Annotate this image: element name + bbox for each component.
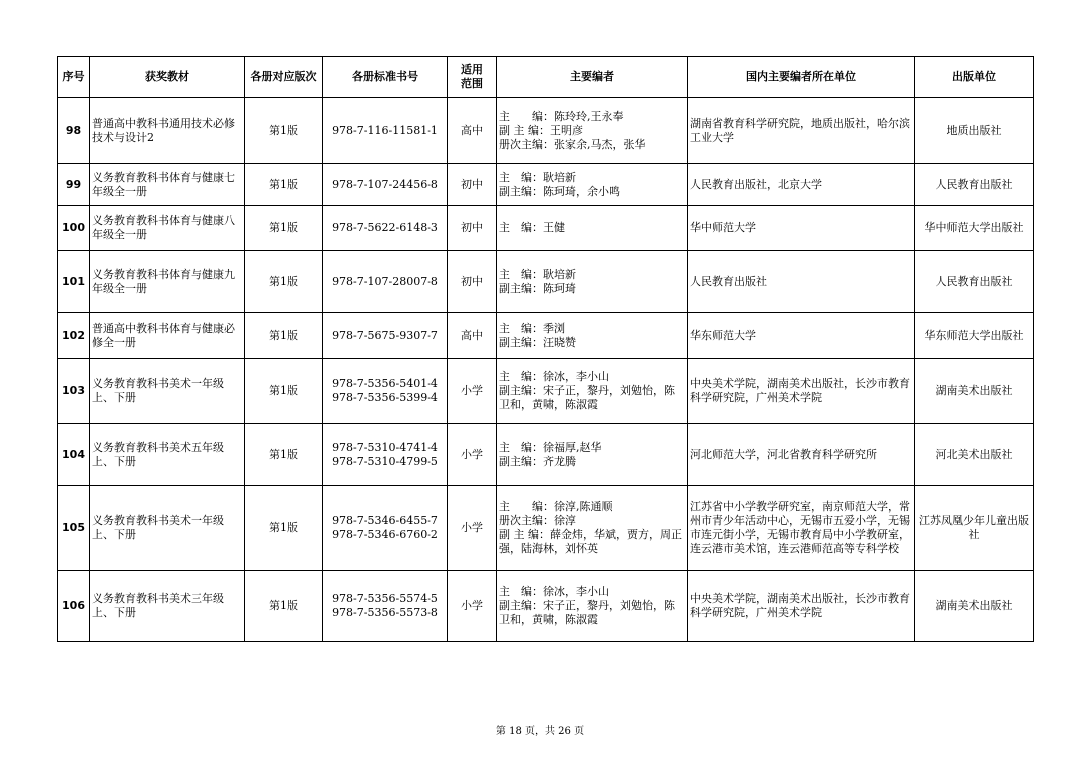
publisher xyxy=(915,359,1034,424)
textbook-title-text: 义务教育教科书体育与健康九年级全一册 xyxy=(92,267,235,295)
scope-text: 小学 xyxy=(461,384,483,397)
editor-line: 副主编：宋子正，黎丹，刘勉怡，陈卫和，黄啸，陈淑霞 xyxy=(499,599,675,626)
editor-line: 主 编：徐冰，李小山 xyxy=(499,585,609,598)
scope-text: 初中 xyxy=(461,221,483,234)
isbn-text: 978-7-5356-5574-5 xyxy=(332,592,438,605)
scope-text: 初中 xyxy=(461,274,483,288)
editors xyxy=(497,359,688,424)
editor-units xyxy=(688,424,915,486)
editors xyxy=(497,206,688,251)
publisher xyxy=(915,424,1034,486)
row-number-text: 99 xyxy=(65,177,82,191)
table-row xyxy=(58,571,1034,642)
scope-text: 小学 xyxy=(461,521,483,534)
isbn-text: 978-7-5622-6148-3 xyxy=(332,221,438,234)
isbn xyxy=(323,98,448,164)
header-editors: 主要编者 xyxy=(497,57,688,98)
publisher-text: 湖南美术出版社 xyxy=(935,384,1013,397)
publisher-text: 河北美术出版社 xyxy=(935,447,1013,461)
row-number-text: 106 xyxy=(62,599,85,612)
textbook-title xyxy=(90,359,245,424)
scope-text: 小学 xyxy=(461,447,483,461)
publisher-text: 湖南美术出版社 xyxy=(935,599,1013,612)
isbn-text: 978-7-107-24456-8 xyxy=(332,177,438,191)
isbn xyxy=(323,206,448,251)
editor-line: 副主编：汪晓赞 xyxy=(499,335,576,349)
edition xyxy=(245,164,323,206)
scope-text: 高中 xyxy=(461,123,483,137)
edition xyxy=(245,98,323,164)
editor-units-text: 华东师范大学 xyxy=(690,328,756,342)
isbn xyxy=(323,251,448,313)
editor-line: 主 编：季浏 xyxy=(499,321,565,335)
isbn xyxy=(323,164,448,206)
row-number-text: 101 xyxy=(62,274,85,288)
publisher xyxy=(915,98,1034,164)
editor-line: 主 编：徐福厚,赵华 xyxy=(499,440,602,454)
editor-line: 副 主 编：薛金炜，华斌，贾方，周正强，陆海林，刘怀英 xyxy=(499,528,682,555)
table-row xyxy=(58,251,1034,313)
scope xyxy=(448,98,497,164)
editors xyxy=(497,164,688,206)
isbn-text: 978-7-5346-6760-2 xyxy=(332,528,438,541)
edition xyxy=(245,359,323,424)
editor-units xyxy=(688,359,915,424)
row-number xyxy=(58,313,90,359)
row-number xyxy=(58,251,90,313)
textbook-title-text: 普通高中教科书通用技术必修技术与设计2 xyxy=(92,116,235,144)
publisher-text: 华中师范大学出版社 xyxy=(924,221,1024,234)
editor-units xyxy=(688,571,915,642)
textbook-title-text: 义务教育教科书体育与健康七年级全一册 xyxy=(92,170,235,198)
award-textbook-table xyxy=(57,56,1034,642)
edition xyxy=(245,206,323,251)
edition-text: 第1版 xyxy=(269,328,298,342)
textbook-title xyxy=(90,486,245,571)
header-scope: 适用范围 xyxy=(448,57,497,98)
edition-text: 第1版 xyxy=(269,221,298,234)
textbook-title-text: 义务教育教科书美术三年级上、下册 xyxy=(92,592,224,619)
editor-line: 副 主 编：王明彦 xyxy=(499,123,583,137)
edition xyxy=(245,486,323,571)
edition-text: 第1版 xyxy=(269,177,298,191)
textbook-title xyxy=(90,313,245,359)
row-number-text: 98 xyxy=(65,123,82,137)
editors xyxy=(497,424,688,486)
publisher xyxy=(915,251,1034,313)
editor-units-text: 华中师范大学 xyxy=(690,221,756,234)
publisher-text: 人民教育出版社 xyxy=(935,274,1013,288)
row-number-text: 105 xyxy=(62,521,85,534)
editor-line: 副主编：陈珂琦，余小鸣 xyxy=(499,184,620,198)
scope xyxy=(448,164,497,206)
publisher xyxy=(915,571,1034,642)
editor-units-text: 河北师范大学，河北省教育科学研究所 xyxy=(690,447,877,461)
isbn-text: 978-7-5356-5401-4 xyxy=(332,377,438,390)
editors xyxy=(497,98,688,164)
edition-text: 第1版 xyxy=(269,123,298,137)
editor-line: 副主编：齐龙腾 xyxy=(499,454,576,468)
isbn-text: 978-7-5356-5399-4 xyxy=(332,391,438,404)
editor-line: 主 编：耿培新 xyxy=(499,170,576,184)
row-number xyxy=(58,98,90,164)
table-row xyxy=(58,164,1034,206)
table-row xyxy=(58,313,1034,359)
publisher xyxy=(915,206,1034,251)
table-row xyxy=(58,486,1034,571)
isbn-text: 978-7-5356-5573-8 xyxy=(332,606,438,619)
textbook-title-text: 义务教育教科书美术一年级上、下册 xyxy=(92,514,224,541)
isbn xyxy=(323,424,448,486)
isbn xyxy=(323,359,448,424)
edition xyxy=(245,424,323,486)
edition-text: 第1版 xyxy=(269,384,298,397)
publisher-text: 华东师范大学出版社 xyxy=(924,328,1024,342)
editors xyxy=(497,251,688,313)
edition-text: 第1版 xyxy=(269,447,298,461)
isbn xyxy=(323,571,448,642)
row-number xyxy=(58,164,90,206)
editor-line: 副主编：宋子正，黎丹，刘勉怡，陈卫和，黄啸，陈淑霞 xyxy=(499,384,675,411)
textbook-title xyxy=(90,251,245,313)
scope xyxy=(448,486,497,571)
edition xyxy=(245,313,323,359)
editor-line: 主 编：陈玲玲,王永奉 xyxy=(499,109,624,123)
row-number xyxy=(58,424,90,486)
page-footer: 第 18 页，共 26 页 xyxy=(495,726,585,737)
publisher-text: 地质出版社 xyxy=(946,123,1002,137)
scope-text: 高中 xyxy=(461,328,483,342)
textbook-title xyxy=(90,98,245,164)
editor-units-text: 人民教育出版社，北京大学 xyxy=(690,177,822,191)
editor-line: 副主编：陈珂琦 xyxy=(499,281,576,295)
table-header-row xyxy=(58,57,1034,98)
editor-line: 主 编：徐冰，李小山 xyxy=(499,370,609,383)
editor-units-text: 中央美术学院，湖南美术出版社，长沙市教育科学研究院，广州美术学院 xyxy=(690,592,910,619)
isbn-text: 978-7-107-28007-8 xyxy=(332,274,438,288)
editor-units xyxy=(688,206,915,251)
textbook-title-text: 义务教育教科书体育与健康八年级全一册 xyxy=(92,214,235,241)
scope-text: 初中 xyxy=(461,177,483,191)
editor-units xyxy=(688,98,915,164)
header-publisher: 出版单位 xyxy=(915,57,1034,98)
row-number-text: 104 xyxy=(62,447,85,461)
editor-units-text: 人民教育出版社 xyxy=(690,274,767,288)
isbn xyxy=(323,486,448,571)
editors xyxy=(497,313,688,359)
edition-text: 第1版 xyxy=(269,521,298,534)
header-no: 序号 xyxy=(58,57,90,98)
publisher xyxy=(915,486,1034,571)
row-number xyxy=(58,359,90,424)
isbn-text: 978-7-5675-9307-7 xyxy=(332,328,438,342)
row-number xyxy=(58,206,90,251)
header-isbn: 各册标准书号 xyxy=(323,57,448,98)
editor-units xyxy=(688,313,915,359)
textbook-title xyxy=(90,424,245,486)
textbook-title xyxy=(90,164,245,206)
editors xyxy=(497,571,688,642)
isbn-text: 978-7-116-11581-1 xyxy=(332,123,438,137)
editor-line: 主 编：耿培新 xyxy=(499,267,576,281)
scope xyxy=(448,424,497,486)
row-number xyxy=(58,571,90,642)
row-number-text: 102 xyxy=(62,328,85,342)
textbook-title-text: 普通高中教科书体育与健康必修全一册 xyxy=(92,321,235,349)
isbn-text: 978-7-5310-4799-5 xyxy=(332,454,438,468)
editor-line: 主 编：王健 xyxy=(499,221,565,234)
row-number-text: 103 xyxy=(62,384,85,397)
editor-line: 册次主编：徐淳 xyxy=(499,514,576,527)
table-row xyxy=(58,98,1034,164)
publisher xyxy=(915,164,1034,206)
editor-units-text: 湖南省教育科学研究院，地质出版社，哈尔滨工业大学 xyxy=(690,116,910,144)
header-textbook: 获奖教材 xyxy=(90,57,245,98)
isbn-text: 978-7-5346-6455-7 xyxy=(332,514,438,527)
table-row xyxy=(58,424,1034,486)
table-row xyxy=(58,206,1034,251)
publisher xyxy=(915,313,1034,359)
edition xyxy=(245,251,323,313)
editor-units-text: 江苏省中小学教学研究室，南京师范大学，常州市青少年活动中心，无锡市五爱小学，无锡市连元街小学，无锡市教育局中小学教研室，连云港市美术馆，连云港师范高等专科学校 xyxy=(690,500,910,555)
publisher-text: 江苏凤凰少年儿童出版社 xyxy=(919,514,1029,541)
edition-text: 第1版 xyxy=(269,274,298,288)
publisher-text: 人民教育出版社 xyxy=(935,177,1013,191)
scope xyxy=(448,359,497,424)
editor-units xyxy=(688,251,915,313)
scope xyxy=(448,251,497,313)
editor-units xyxy=(688,486,915,571)
textbook-title-text: 义务教育教科书美术一年级上、下册 xyxy=(92,377,224,404)
header-units: 国内主要编者所在单位 xyxy=(688,57,915,98)
textbook-title-text: 义务教育教科书美术五年级上、下册 xyxy=(92,440,224,468)
table-row xyxy=(58,359,1034,424)
edition-text: 第1版 xyxy=(269,599,298,612)
isbn xyxy=(323,313,448,359)
scope xyxy=(448,571,497,642)
editors xyxy=(497,486,688,571)
editor-units-text: 中央美术学院，湖南美术出版社，长沙市教育科学研究院，广州美术学院 xyxy=(690,377,910,404)
scope-text: 小学 xyxy=(461,599,483,612)
isbn-text: 978-7-5310-4741-4 xyxy=(332,440,438,454)
editor-units xyxy=(688,164,915,206)
header-edition: 各册对应版次 xyxy=(245,57,323,98)
row-number xyxy=(58,486,90,571)
textbook-title xyxy=(90,206,245,251)
scope xyxy=(448,313,497,359)
editor-line: 主 编：徐淳,陈通顺 xyxy=(499,500,613,513)
editor-line: 册次主编：张家余,马杰，张华 xyxy=(499,137,646,151)
textbook-title xyxy=(90,571,245,642)
row-number-text: 100 xyxy=(62,221,85,234)
edition xyxy=(245,571,323,642)
scope xyxy=(448,206,497,251)
